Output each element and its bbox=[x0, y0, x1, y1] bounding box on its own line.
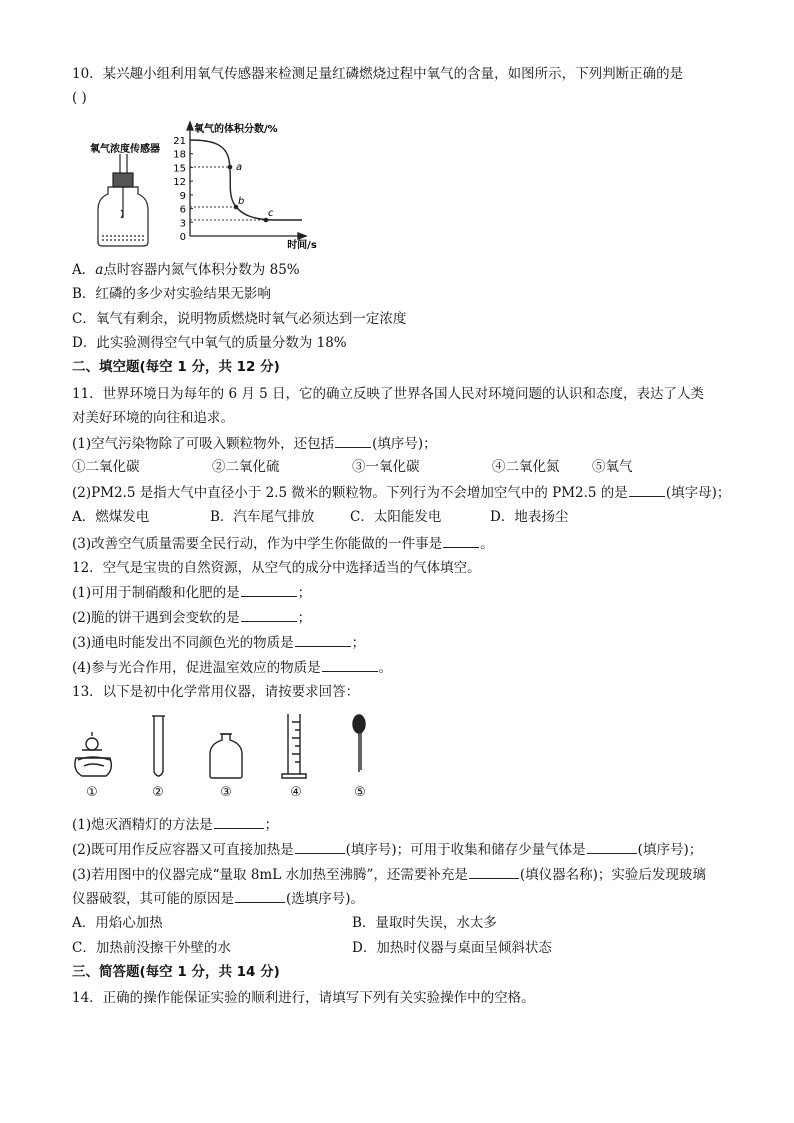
q13-part2: (2)既可用作反应容器又可直接加热是 (填序号)；可用于收集和储存少量气体是 (填序号)； bbox=[72, 839, 724, 860]
y-tick-label: 21 bbox=[173, 136, 186, 147]
q10-stem: 10．某兴趣小组利用氧气传感器来检测足量红磷燃烧过程中氧气的含量，如图所示，下列判断正确的是 bbox=[72, 66, 684, 82]
q13-part3: (3)若用图中的仪器完成“量取 8mL 水加热至沸腾”，还需要补充是 (填仪器名称)；实验后发现玻璃 bbox=[72, 864, 724, 885]
answer-blank[interactable] bbox=[295, 839, 345, 854]
y-tick-label: 18 bbox=[173, 149, 186, 161]
answer-blank[interactable] bbox=[235, 888, 285, 903]
label-2: ② bbox=[152, 785, 164, 800]
q10-option-b: B．红磷的多少对实验结果无影响 bbox=[72, 286, 271, 302]
point-a bbox=[228, 165, 233, 170]
q13-instruments-figure bbox=[70, 708, 390, 804]
section2-title: 二、填空题(每空 1 分，共 12 分) bbox=[72, 359, 280, 375]
sensor-label: 氧气浓度传感器 bbox=[90, 144, 160, 155]
label-5: ⑤ bbox=[354, 785, 366, 800]
answer-blank[interactable] bbox=[295, 632, 351, 647]
answer-blank[interactable] bbox=[443, 533, 479, 548]
bottle-apparatus bbox=[98, 154, 148, 246]
answer-blank[interactable] bbox=[241, 607, 297, 622]
q11-stem-line2: 对美好环境的向往和追求。 bbox=[72, 410, 234, 426]
q11-part2-options: A．燃煤发电 B．汽车尾气排放 C．太阳能发电 D．地表扬尘 bbox=[72, 509, 569, 525]
y-tick-label: 3 bbox=[179, 218, 186, 230]
q13-part1: (1)熄灭酒精灯的方法是 ； bbox=[72, 814, 724, 835]
q12-part3: (3)通电时能发出不同颜色光的物质是 ； bbox=[72, 632, 724, 653]
q10-figure bbox=[80, 118, 340, 256]
q11-stem-line1: 11．世界环境日为每年的 6 月 5 日，它的确立反映了世界各国人民对环境问题的认识和态度，表达了人类 bbox=[72, 386, 705, 402]
q11-part3: (3)改善空气质量需要全民行动，作为中学生你能做的一件事是 。 bbox=[72, 533, 724, 554]
label-1: ① bbox=[86, 785, 98, 800]
q10-option-d: D．此实验测得空气中氧气的质量分数为 18% bbox=[72, 335, 347, 351]
q12-part2: (2)脆的饼干遇到会变软的是 ； bbox=[72, 607, 724, 628]
y-tick-label: 15 bbox=[173, 163, 186, 175]
y-tick-label: 12 bbox=[173, 177, 186, 189]
label-4: ④ bbox=[290, 785, 302, 800]
q11-part1: (1)空气污染物除了可吸入颗粒物外，还包括 (填序号)； bbox=[72, 433, 724, 454]
y-axis-label: 氧气的体积分数/% bbox=[194, 124, 278, 135]
point-b-label: b bbox=[238, 196, 245, 207]
gas-bottle-icon bbox=[210, 734, 242, 778]
answer-blank[interactable] bbox=[322, 657, 378, 672]
y-tick-label: 6 bbox=[179, 204, 186, 216]
q13-part3-cont: 仪器破裂，其可能的原因是 (选填序号)。 bbox=[72, 888, 724, 909]
q10-answer-paren: ( ) bbox=[72, 90, 87, 106]
label-3: ③ bbox=[220, 785, 232, 800]
section3-title: 三、简答题(每空 1 分，共 14 分) bbox=[72, 964, 280, 980]
answer-blank[interactable] bbox=[629, 482, 665, 497]
oxygen-curve bbox=[190, 140, 302, 220]
q11-part2: (2)PM2.5 是指大气中直径小于 2.5 微米的颗粒物。下列行为不会增加空气中的 PM2.5 的是 (填字母)； bbox=[72, 482, 724, 503]
q11-choices: ①二氧化碳 ②二氧化硫 ③一氧化碳 ④二氧化氮 ⑤氧气 bbox=[72, 459, 633, 475]
q13-options-ab: A．用焰心加热 B．量取时失误，水太多 bbox=[72, 915, 497, 931]
q12-part1: (1)可用于制硝酸和化肥的是 ； bbox=[72, 582, 724, 603]
alcohol-lamp-icon bbox=[75, 732, 111, 776]
q10-option-c: C．氧气有剩余，说明物质燃烧时氧气必须达到一定浓度 bbox=[72, 311, 407, 327]
q13-options-cd: C．加热前没擦干外壁的水 D．加热时仪器与桌面呈倾斜状态 bbox=[72, 940, 552, 956]
answer-blank[interactable] bbox=[335, 433, 371, 448]
answer-blank[interactable] bbox=[469, 864, 519, 879]
answer-blank[interactable] bbox=[241, 582, 297, 597]
q13-stem: 13．以下是初中化学常用仪器，请按要求回答： bbox=[72, 684, 360, 700]
test-tube-icon bbox=[152, 716, 165, 776]
answer-blank[interactable] bbox=[587, 839, 637, 854]
point-c-label: c bbox=[268, 208, 274, 219]
q10-option-a: A．a点时容器内氮气体积分数为 85% bbox=[72, 262, 300, 278]
point-a-label: a bbox=[236, 162, 243, 173]
graduated-cylinder-icon bbox=[282, 714, 306, 778]
y-tick-label: 0 bbox=[179, 232, 186, 243]
y-tick-label: 9 bbox=[179, 190, 186, 202]
answer-blank[interactable] bbox=[214, 814, 264, 829]
q12-stem: 12．空气是宝贵的自然资源，从空气的成分中选择适当的气体填空。 bbox=[72, 560, 481, 576]
q14-stem: 14．正确的操作能保证实验的顺利进行，请填写下列有关实验操作中的空格。 bbox=[72, 990, 535, 1006]
dropper-icon bbox=[353, 715, 365, 772]
x-axis-label: 时间/s bbox=[287, 240, 317, 251]
q12-part4: (4)参与光合作用，促进温室效应的物质是 。 bbox=[72, 657, 724, 678]
